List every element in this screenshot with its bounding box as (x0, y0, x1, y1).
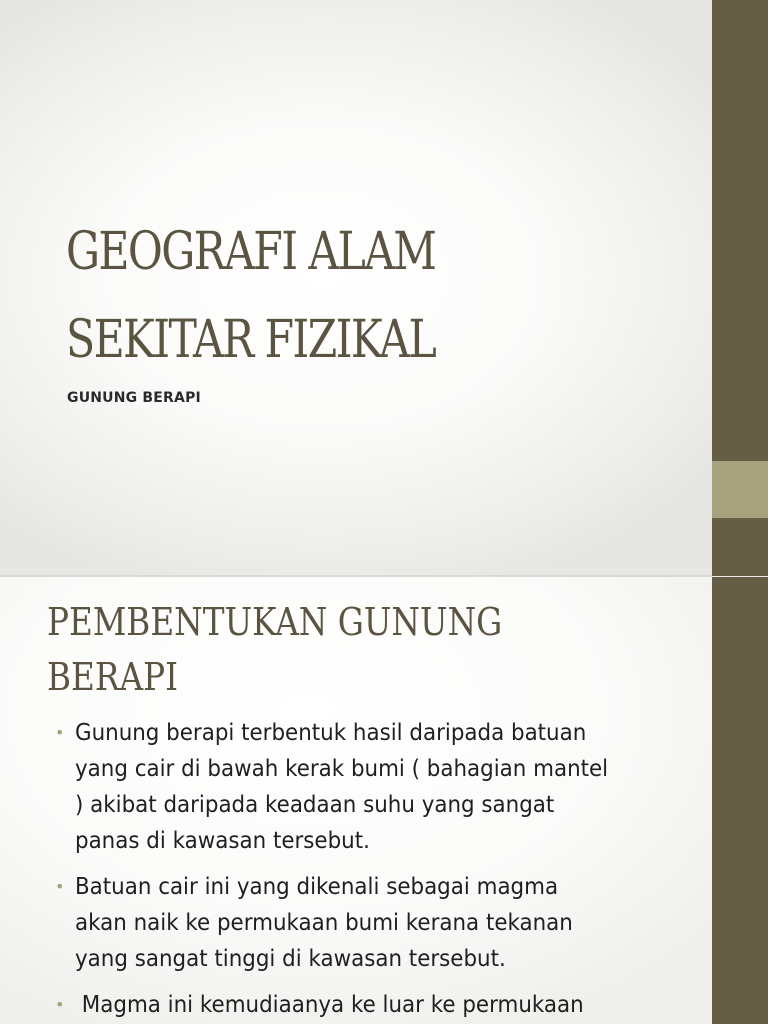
bullet-marker-icon: • (55, 995, 65, 1014)
slide-heading (47, 595, 649, 705)
bullet-item (0, 987, 712, 1023)
slide-heading-line: PEMBENTUKAN GUNUNG (47, 600, 503, 644)
bullet-marker-icon: • (55, 877, 65, 896)
content-slide (0, 577, 768, 1024)
bullet-list (0, 715, 712, 1024)
slide-subtitle: GUNUNG BERAPI (67, 390, 201, 406)
bullet-text (75, 715, 670, 859)
slide-title (66, 208, 583, 384)
bullet-line: Magma ini kemudiaanya ke luar ke permukaan (75, 992, 584, 1018)
bullet-item (0, 715, 712, 859)
slide-heading-line: BERAPI (47, 655, 178, 699)
bullet-text (75, 869, 670, 977)
bullet-line: panas di kawasan tersebut. (75, 828, 370, 854)
sidebar-accent (712, 461, 768, 518)
bullet-text (75, 987, 670, 1023)
bullet-item (0, 869, 712, 977)
bullet-line: Gunung berapi terbentuk hasil daripada batuan (75, 720, 587, 746)
bullet-line: yang cair di bawah kerak bumi ( bahagian mantel (75, 756, 609, 782)
slide-title-line: GEOGRAFI ALAM (66, 222, 436, 282)
bullet-line: Batuan cair ini yang dikenali sebagai magma (75, 874, 559, 900)
sidebar-stripe (712, 577, 768, 1024)
bullet-line: yang sangat tinggi di kawasan tersebut. (75, 946, 506, 972)
bullet-line: akan naik ke permukaan bumi kerana tekanan (75, 910, 573, 936)
bullet-line: ) akibat daripada keadaan suhu yang sangat (75, 792, 555, 818)
bullet-marker-icon: • (55, 723, 65, 742)
slide-title-line: SEKITAR FIZIKAL (66, 310, 436, 370)
